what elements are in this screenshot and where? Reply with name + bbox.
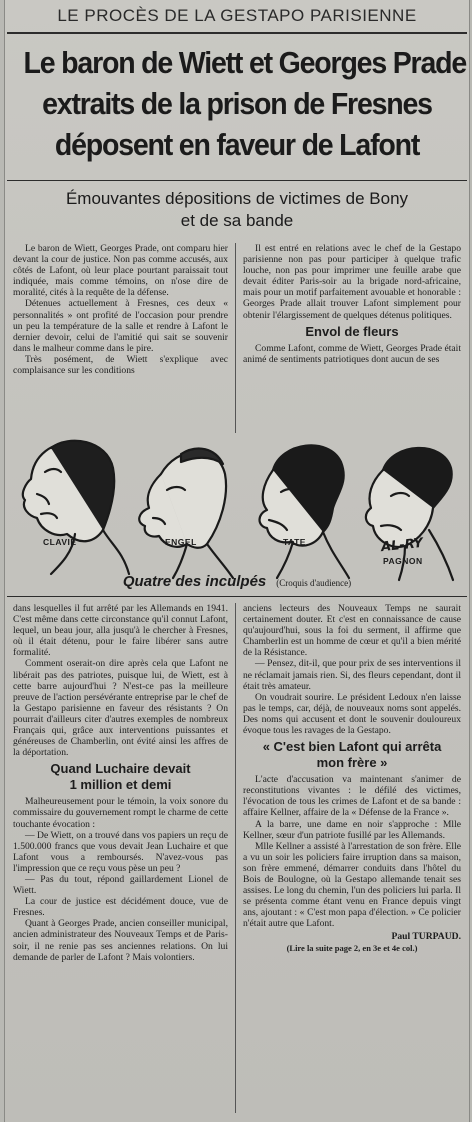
top-right-column bbox=[243, 243, 461, 435]
subheading-luchaire bbox=[13, 761, 228, 793]
paragraph: La cour de justice est décidément douce, vue de Fresnes. bbox=[13, 896, 228, 919]
paragraph: Malheureusement pour le témoin, la voix sonore du commissaire du gouvernement rompt le charme de cette touchante évocation : bbox=[13, 796, 228, 830]
bottom-left-column bbox=[13, 603, 228, 1117]
caption-rule bbox=[7, 596, 467, 597]
caricature-label-tate: TATE bbox=[283, 537, 306, 547]
caption-main: Quatre des inculpés bbox=[122, 573, 267, 590]
paragraph: Très posément, de Wiett s'explique avec complaisance sur les conditions bbox=[13, 353, 228, 377]
kicker-heading: LE PROCÈS DE LA GESTAPO PARISIENNE bbox=[57, 6, 417, 25]
paragraph: L'acte d'accusation va maintenant s'animer de reconstitutions vivantes : le défilé des victimes, l'évocation de tous les crimes de Lafont et de sa bande : affaire Kellner, affaire de la « Défense de la France ». bbox=[243, 774, 461, 819]
paragraph: Le baron de Wiett, Georges Prade, ont comparu hier devant la cour de justice. Non pas comme accusés, aux côtés de Lafont, où leur place pourtant paraissait tout indiquée, mais comme témoins, on n'ose dire de moralité, cités à la requête de la défense. bbox=[13, 243, 228, 299]
paragraph: — De Wiett, on a trouvé dans vos papiers un reçu de 1.500.000 francs que vous devait Jean Luchaire et que Lafont vous a remboursés. N'avez-vous pas l'impression que ce reçu vous pèse un peu ? bbox=[13, 829, 228, 874]
headline bbox=[23, 42, 467, 165]
author-signature: Paul TURPAUD. bbox=[391, 931, 461, 943]
headline-line-2: extraits de la prison de Fresnes bbox=[42, 86, 432, 121]
top-rule bbox=[7, 32, 467, 34]
deck bbox=[5, 188, 469, 232]
artist-signature: AL-RY bbox=[380, 535, 424, 556]
caption-credit: (Croquis d'audience) bbox=[276, 578, 352, 588]
subheading-lafont bbox=[243, 739, 461, 771]
subheading-line-2: 1 million et demi bbox=[69, 777, 172, 793]
headline-line-1: Le baron de Wiett et Georges Prade bbox=[23, 45, 467, 80]
deck-line-1: Émouvantes dépositions de victimes de Bony bbox=[65, 189, 409, 208]
subheading-envol: Envol de fleurs bbox=[305, 323, 399, 339]
top-left-column bbox=[13, 243, 228, 435]
subheading-line-2: mon frère » bbox=[316, 755, 388, 771]
caricature-label-clavie: CLAVIE bbox=[43, 537, 77, 547]
paragraph: A la barre, une dame en noir s'approche : Mlle Kellner, sœur d'un patriote fusillé par les Allemands. bbox=[243, 818, 461, 841]
paragraph: Comment oserait-on dire après cela que Lafont ne libérait pas des patriotes, puisque lui, de Wiett, est à cette barre aujourd'hui ? N'est-ce pas la meilleure preuve de l'action persévérante entreprise par le chef de la Gestapo parisienne en faveur des résistants ? On pourrait d'ailleurs citer d'autres exemples de nombreux Français qui, grâce aux interventions puissantes et généreuses de Chamberlin, ont évité ainsi les affres de la déportation. bbox=[13, 658, 228, 759]
paragraph: — Pas du tout, répond gaillardement Lionel de Wiett. bbox=[13, 873, 228, 897]
paragraph: anciens lecteurs des Nouveaux Temps ne saurait certainement douter. Et c'est en connaissance de cause qu'aujourd'hui, sous la foi du serment, il affirme que Chamberlin est un homme de cœur et qu'il a bien mérité de la Résistance. bbox=[243, 603, 461, 659]
illustration-caption bbox=[5, 573, 469, 591]
paragraph: On voudrait sourire. Le président Ledoux n'en laisse pas le temps, car, déjà, de nouveaux noms sont appelés. Des noms qui accusent et dont le souvenir douloureux évoque tous les ravages de la Gestapo. bbox=[243, 691, 461, 737]
paragraph: Détenues actuellement à Fresnes, ces deux « personnalités » ont profité de l'occasion pour prendre un peu la température de la salle et rendre à Lafont le dernier devoir, celui de l'amitié qui sait se souvenir dans le malheur comme dans le pire. bbox=[13, 298, 228, 354]
deck-line-2: et de sa bande bbox=[180, 211, 294, 230]
subheading-line-1: « C'est bien Lafont qui arrêta bbox=[262, 739, 442, 755]
newspaper-clipping bbox=[4, 0, 470, 1122]
paragraph: dans lesquelles il fut arrêté par les Allemands en 1941. C'est même dans cette circonstance qu'il connut Lafont, lequel, un beau jour, alla jusqu'à le chercher à Fresnes, où il était détenu, pour le faire libérer sans autre formalité. bbox=[13, 603, 228, 659]
column-divider bbox=[235, 243, 236, 433]
paragraph: Comme Lafont, comme de Wiett, Georges Prade était animé de sentiments patriotiques dont aucun de ses bbox=[243, 342, 461, 365]
headline-rule bbox=[7, 180, 467, 181]
headline-line-3: déposent en faveur de Lafont bbox=[54, 127, 420, 162]
paragraph: Il est entré en relations avec le chef de la Gestapo parisienne non pas pour participer à quelque trafic louche, non pas pour imprimer une feuille arabe que devait éditer Paris-soir au la brigade nord-africaine, mais pour un motif parfaitement avouable et honorable : Georges Prade allait trouver Lafont simplement pour obtenir l'élargissement de quelques détenus politiques. bbox=[243, 243, 461, 321]
caricature-label-engel: ENGEL bbox=[165, 537, 197, 547]
continuation-note: (Lire la suite page 2, en 3e et 4e col.) bbox=[286, 942, 418, 953]
paragraph: — Pensez, dit-il, que pour prix de ses interventions il ne réclamait jamais rien. Si, des fleurs cependant, dont il était très amateur. bbox=[243, 658, 461, 692]
caricature-label-pagnon: PAGNON bbox=[383, 556, 423, 566]
column-divider bbox=[235, 603, 236, 1113]
paragraph: Quant à Georges Prade, ancien conseiller municipal, ancien administrateur des Nouveaux Temps et de Paris-soir, il ne renie pas ses anciennes relations. On lui demande de parler de Lafont ? Mais volontiers. bbox=[13, 918, 228, 963]
bottom-right-column bbox=[243, 603, 461, 1117]
subheading-line-1: Quand Luchaire devait bbox=[50, 761, 191, 777]
paragraph: Mlle Kellner a assisté à l'arrestation de son frère. Elle a vu un soir les policiers faire irruption dans sa maison, son frère emmené, démarrer conduits dans l'hôtel du Bois de Boulogne, où la Gestapo allemande tenait ses assises. Le long du chemin, l'un des policiers lui parla. Il se présenta comme étant venu en France depuis vingt ans, ajoutant : « C'est mon papa d'élection. » Ce policier n'était autre que Lafont. bbox=[243, 840, 461, 930]
